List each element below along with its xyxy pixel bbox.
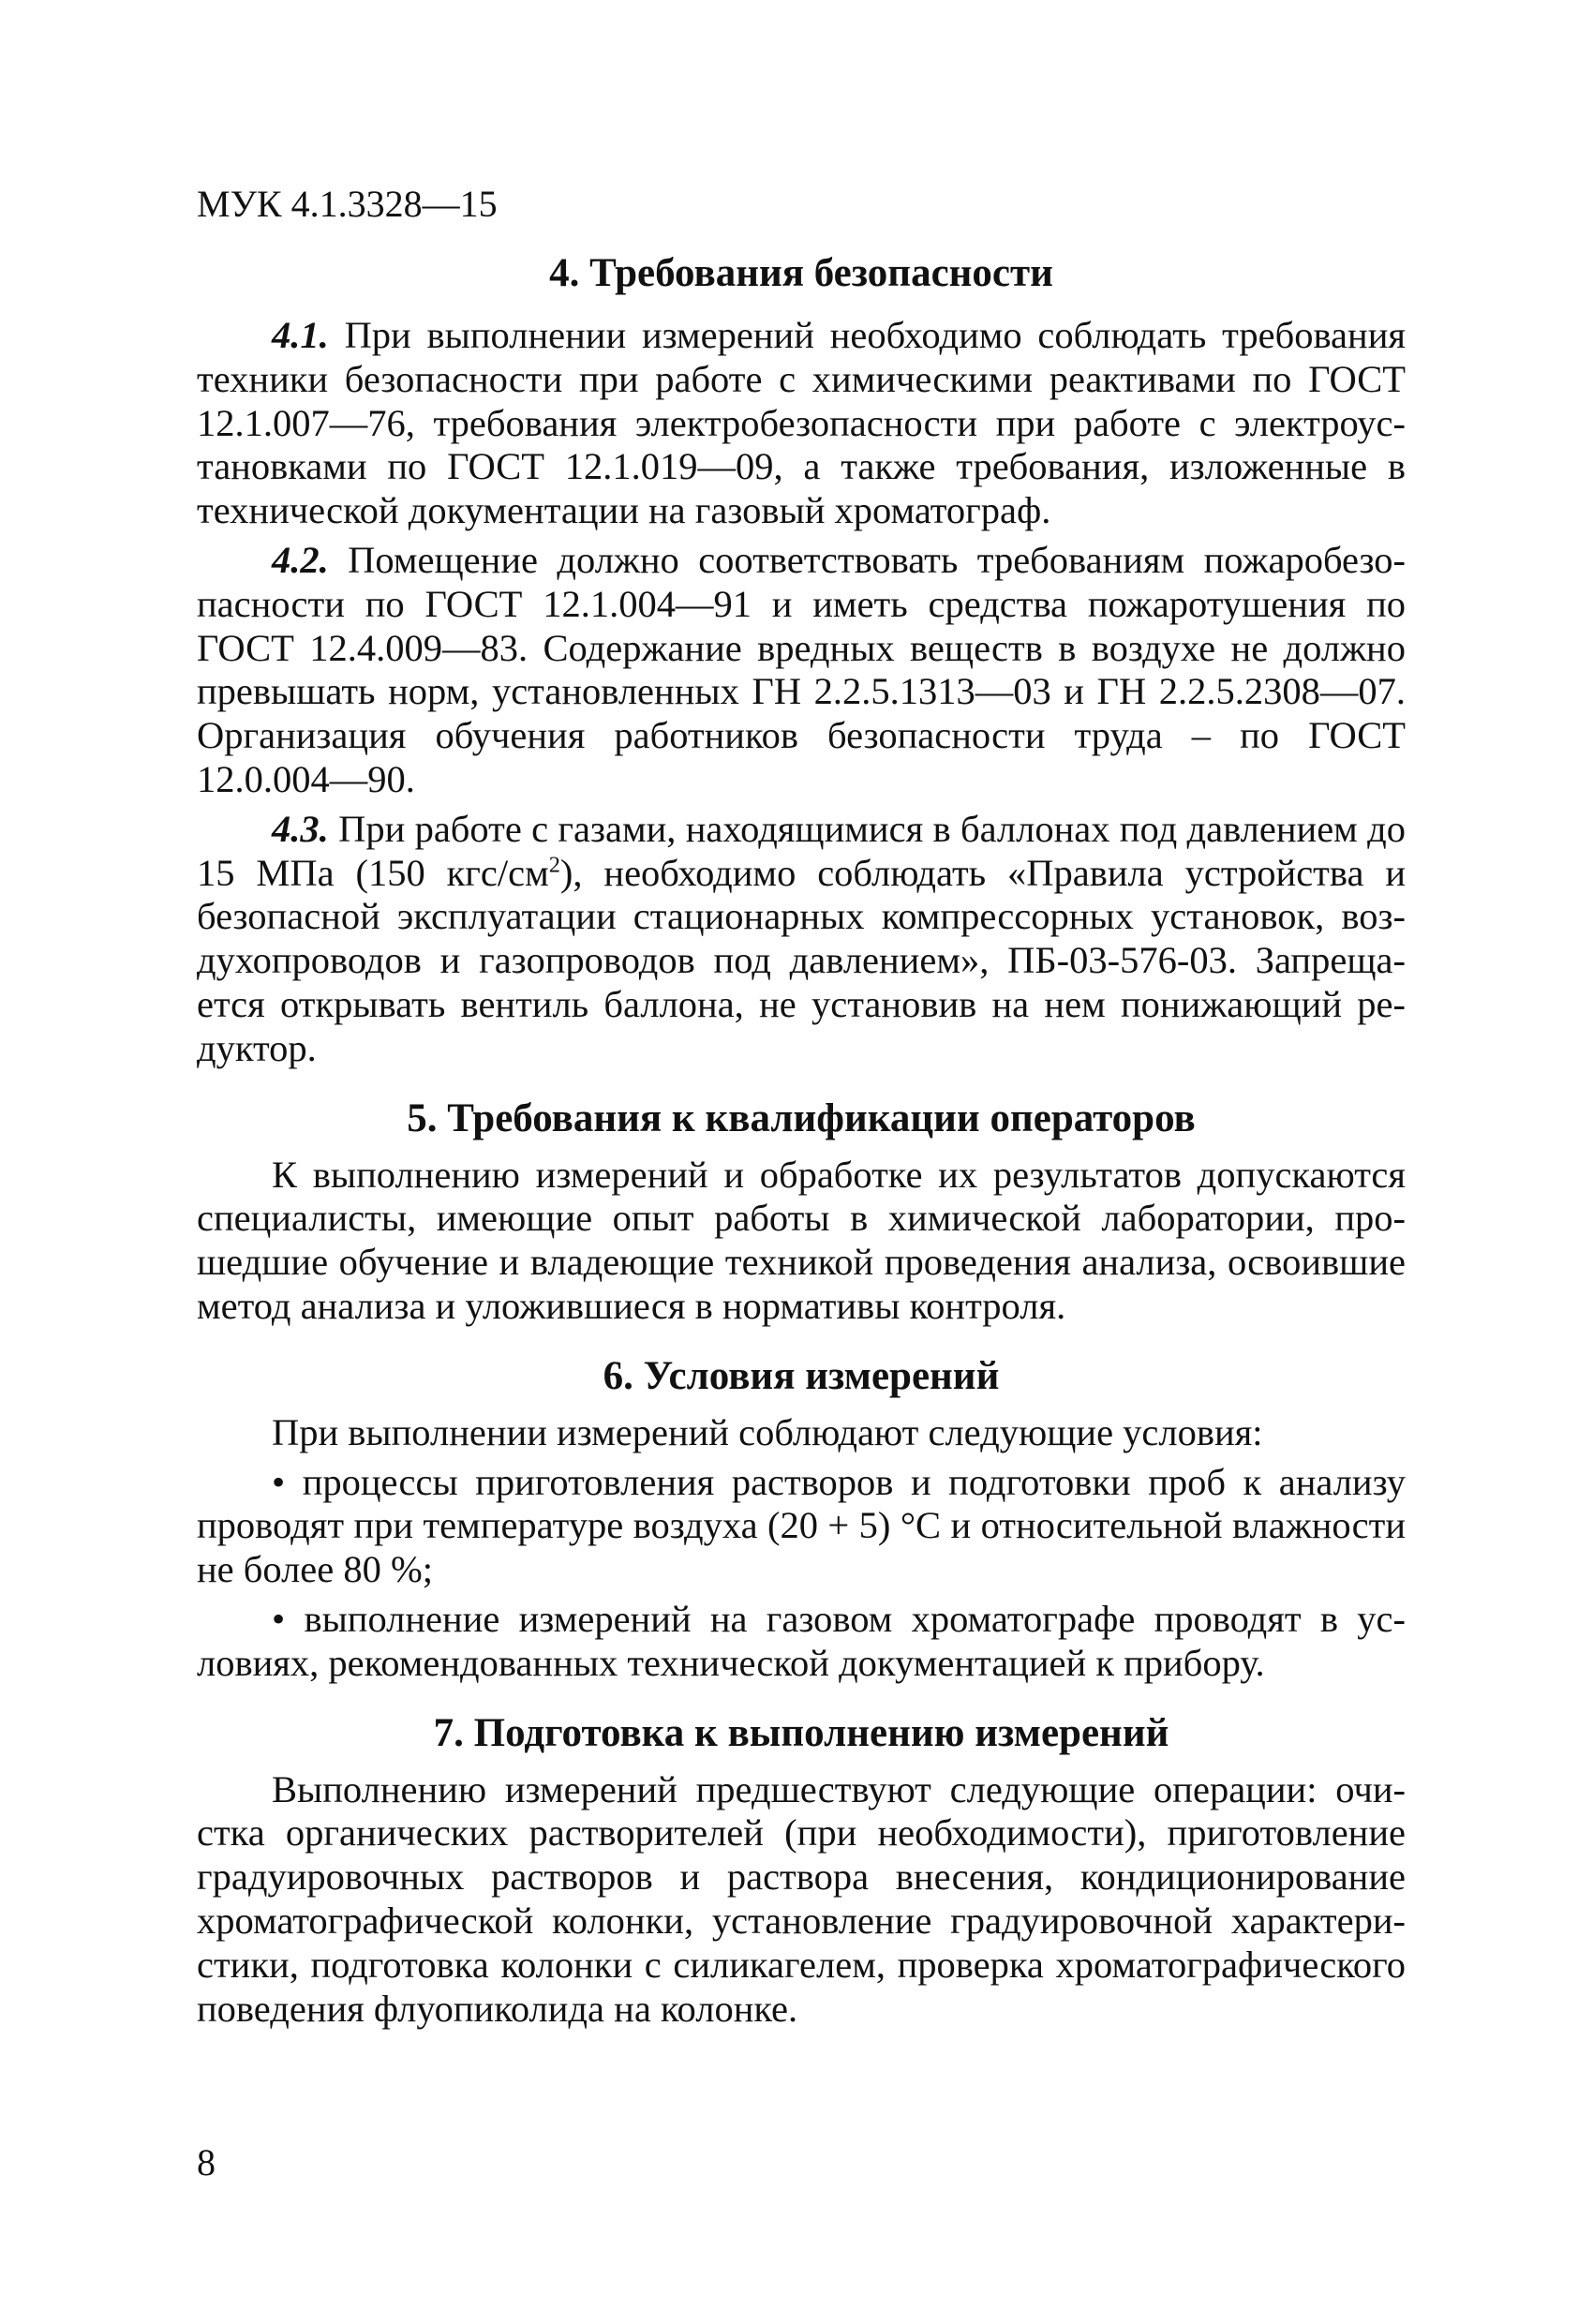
superscript-2: 2 [548,852,560,878]
document-code: МУК 4.1.3328—15 [197,183,498,225]
paragraph-4-3-text-b: ), необходимо соблюдать «Правила устройства и безопасной эксплуатации стационарных компрессорных установок, воздухопроводов и газопроводов под давлением», ПБ-03-576-03. Запрещается открывать вентиль баллона, не установив на нем понижающий редуктор. [197,851,1406,1069]
section-6-heading: 6. Условия измерений [603,1353,1000,1398]
page-number: 8 [197,2141,216,2183]
section-5-heading: 5. Требования к квалификации операторов [407,1095,1196,1140]
clause-number-4-2: 4.2. [272,538,329,581]
paragraph-4-3 [197,808,1406,1071]
paragraph-7-1: Выполнению измерений предшествуют следующие операции: очистка органических растворителей (при необходимости), приготовление градуировочных растворов и раствора внесения, кондиционирование хроматографической колонки, установление градуировочной характеристики, подготовка колонки с силикагелем, проверка хроматографического поведения флуопиколида на колонке. [197,1767,1406,2030]
section-4-heading: 4. Требования безопасности [549,251,1053,295]
bullet-item-2: • выполнение измерений на газовом хроматографе проводят в условиях, рекомендованных технической документацией к прибору. [197,1597,1406,1684]
clause-number-4-3: 4.3. [272,807,329,850]
clause-number-4-1: 4.1. [272,314,329,356]
paragraph-4-1 [197,314,1406,533]
bullet-item-1: • процессы приготовления растворов и подготовки проб к анализу проводят при температуре воздуха (20 + 5) °С и относительной влажности не более 80 %; [197,1460,1406,1591]
paragraph-5-1: К выполнению измерений и обработке их результатов допускаются специалисты, имеющие опыт работы в химической лаборатории, прошедшие обучение и владеющие техникой проведения анализа, освоившие метод анализа и уложившиеся в нормативы контроля. [197,1153,1406,1327]
paragraph-4-2 [197,539,1406,802]
paragraph-4-2-text: Помещение должно соответствовать требованиям пожаробезопасности по ГОСТ 12.1.004—91 и иметь средства пожаротушения по ГОСТ 12.4.009—83. Содержание вредных веществ в воздухе не должно превышать норм, установленных ГН 2.2.5.1313—03 и ГН 2.2.5.2308—07. Организация обучения работников безопасности труда – по ГОСТ 12.0.004—90. [197,538,1407,800]
paragraph-4-1-text: При выполнении измерений необходимо соблюдать требования техники безопасности при работе с химическими реактивами по ГОСТ 12.1.007—76, требования электробезопасности при работе с электроустановками по ГОСТ 12.1.019—09, а также требования, изложенные в технической документации на газовый хроматограф. [197,314,1406,532]
document-page [197,183,1406,2036]
paragraph-6-intro: При выполнении измерений соблюдают следующие условия: [272,1410,1263,1453]
section-7-heading: 7. Подготовка к выполнению измерений [433,1710,1169,1755]
paragraph-4-3-text-a: При работе с газами, находящимися в баллонах под давлением до 15 МПа (150 кгс/см [197,807,1406,894]
